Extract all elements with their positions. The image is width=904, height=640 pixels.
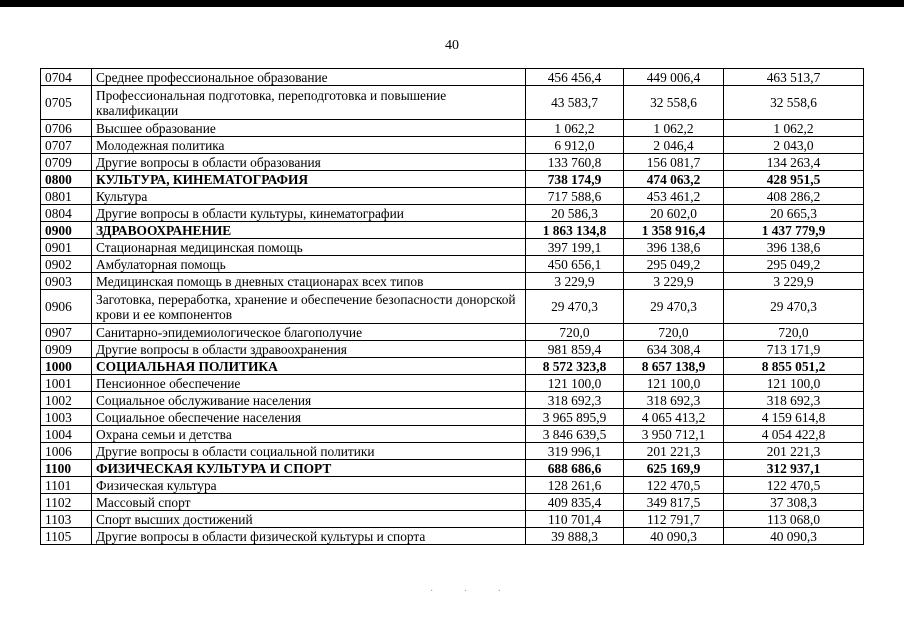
row-name-cell: Высшее образование bbox=[92, 120, 526, 137]
row-code-cell: 0902 bbox=[41, 256, 92, 273]
row-value-2-cell: 1 358 916,4 bbox=[624, 222, 724, 239]
row-value-3-cell: 295 049,2 bbox=[724, 256, 864, 273]
row-name-cell: Другие вопросы в области здравоохранения bbox=[92, 341, 526, 358]
table-row bbox=[41, 528, 864, 545]
row-value-1-cell: 688 686,6 bbox=[526, 460, 624, 477]
row-value-2-cell: 3 950 712,1 bbox=[624, 426, 724, 443]
row-value-1-cell: 450 656,1 bbox=[526, 256, 624, 273]
row-code-cell: 0706 bbox=[41, 120, 92, 137]
row-value-1-cell: 29 470,3 bbox=[526, 290, 624, 324]
row-code-cell: 1105 bbox=[41, 528, 92, 545]
row-code-cell: 1100 bbox=[41, 460, 92, 477]
row-code-cell: 0804 bbox=[41, 205, 92, 222]
row-value-1-cell: 3 229,9 bbox=[526, 273, 624, 290]
row-code-cell: 0906 bbox=[41, 290, 92, 324]
row-value-2-cell: 2 046,4 bbox=[624, 137, 724, 154]
row-code-cell: 0709 bbox=[41, 154, 92, 171]
row-name-cell: Среднее профессиональное образование bbox=[92, 69, 526, 86]
row-value-2-cell: 349 817,5 bbox=[624, 494, 724, 511]
row-name-cell: Другие вопросы в области социальной политики bbox=[92, 443, 526, 460]
row-name-cell: Медицинская помощь в дневных стационарах всех типов bbox=[92, 273, 526, 290]
row-value-2-cell: 29 470,3 bbox=[624, 290, 724, 324]
table-row bbox=[41, 273, 864, 290]
table-row bbox=[41, 375, 864, 392]
table-row bbox=[41, 256, 864, 273]
row-value-1-cell: 3 965 895,9 bbox=[526, 409, 624, 426]
row-value-3-cell: 720,0 bbox=[724, 324, 864, 341]
row-value-3-cell: 8 855 051,2 bbox=[724, 358, 864, 375]
row-value-3-cell: 4 159 614,8 bbox=[724, 409, 864, 426]
row-value-3-cell: 318 692,3 bbox=[724, 392, 864, 409]
row-name-cell: Заготовка, переработка, хранение и обеспечение безопасности донорской крови и ее компонентов bbox=[92, 290, 526, 324]
row-value-1-cell: 8 572 323,8 bbox=[526, 358, 624, 375]
row-name-cell: Охрана семьи и детства bbox=[92, 426, 526, 443]
row-value-1-cell: 6 912,0 bbox=[526, 137, 624, 154]
table-row bbox=[41, 324, 864, 341]
table-row bbox=[41, 392, 864, 409]
row-code-cell: 0903 bbox=[41, 273, 92, 290]
row-value-2-cell: 112 791,7 bbox=[624, 511, 724, 528]
table-row bbox=[41, 69, 864, 86]
row-name-cell: СОЦИАЛЬНАЯ ПОЛИТИКА bbox=[92, 358, 526, 375]
row-code-cell: 1003 bbox=[41, 409, 92, 426]
row-name-cell: КУЛЬТУРА, КИНЕМАТОГРАФИЯ bbox=[92, 171, 526, 188]
row-value-1-cell: 3 846 639,5 bbox=[526, 426, 624, 443]
row-value-2-cell: 474 063,2 bbox=[624, 171, 724, 188]
row-value-3-cell: 37 308,3 bbox=[724, 494, 864, 511]
row-value-2-cell: 3 229,9 bbox=[624, 273, 724, 290]
row-name-cell: Социальное обслуживание населения bbox=[92, 392, 526, 409]
budget-table bbox=[40, 68, 864, 545]
row-code-cell: 1006 bbox=[41, 443, 92, 460]
row-value-3-cell: 1 062,2 bbox=[724, 120, 864, 137]
row-value-3-cell: 20 665,3 bbox=[724, 205, 864, 222]
table-row bbox=[41, 426, 864, 443]
row-code-cell: 0705 bbox=[41, 86, 92, 120]
row-code-cell: 1101 bbox=[41, 477, 92, 494]
row-name-cell: Культура bbox=[92, 188, 526, 205]
row-value-1-cell: 128 261,6 bbox=[526, 477, 624, 494]
row-code-cell: 0704 bbox=[41, 69, 92, 86]
row-value-1-cell: 738 174,9 bbox=[526, 171, 624, 188]
row-code-cell: 1001 bbox=[41, 375, 92, 392]
section-row bbox=[41, 358, 864, 375]
row-value-1-cell: 43 583,7 bbox=[526, 86, 624, 120]
row-value-1-cell: 133 760,8 bbox=[526, 154, 624, 171]
row-name-cell: Спорт высших достижений bbox=[92, 511, 526, 528]
table-row bbox=[41, 341, 864, 358]
row-value-3-cell: 408 286,2 bbox=[724, 188, 864, 205]
row-name-cell: Массовый спорт bbox=[92, 494, 526, 511]
table-row bbox=[41, 511, 864, 528]
row-code-cell: 0901 bbox=[41, 239, 92, 256]
row-value-2-cell: 121 100,0 bbox=[624, 375, 724, 392]
row-value-3-cell: 201 221,3 bbox=[724, 443, 864, 460]
row-value-2-cell: 449 006,4 bbox=[624, 69, 724, 86]
row-value-1-cell: 121 100,0 bbox=[526, 375, 624, 392]
row-value-2-cell: 20 602,0 bbox=[624, 205, 724, 222]
row-value-1-cell: 318 692,3 bbox=[526, 392, 624, 409]
table-row bbox=[41, 86, 864, 120]
row-code-cell: 0707 bbox=[41, 137, 92, 154]
section-row bbox=[41, 460, 864, 477]
row-name-cell: ФИЗИЧЕСКАЯ КУЛЬТУРА И СПОРТ bbox=[92, 460, 526, 477]
row-value-2-cell: 1 062,2 bbox=[624, 120, 724, 137]
row-code-cell: 1102 bbox=[41, 494, 92, 511]
table-row bbox=[41, 290, 864, 324]
table-row bbox=[41, 239, 864, 256]
row-value-2-cell: 8 657 138,9 bbox=[624, 358, 724, 375]
row-code-cell: 0900 bbox=[41, 222, 92, 239]
row-code-cell: 0800 bbox=[41, 171, 92, 188]
row-value-1-cell: 397 199,1 bbox=[526, 239, 624, 256]
scan-top-border bbox=[0, 0, 904, 7]
row-value-2-cell: 625 169,9 bbox=[624, 460, 724, 477]
row-name-cell: ЗДРАВООХРАНЕНИЕ bbox=[92, 222, 526, 239]
row-value-2-cell: 122 470,5 bbox=[624, 477, 724, 494]
row-code-cell: 1002 bbox=[41, 392, 92, 409]
table-row bbox=[41, 188, 864, 205]
row-name-cell: Социальное обеспечение населения bbox=[92, 409, 526, 426]
row-value-3-cell: 29 470,3 bbox=[724, 290, 864, 324]
row-value-2-cell: 318 692,3 bbox=[624, 392, 724, 409]
table-row bbox=[41, 443, 864, 460]
row-code-cell: 0907 bbox=[41, 324, 92, 341]
table-row bbox=[41, 409, 864, 426]
row-name-cell: Другие вопросы в области физической культуры и спорта bbox=[92, 528, 526, 545]
row-value-1-cell: 981 859,4 bbox=[526, 341, 624, 358]
row-name-cell: Профессиональная подготовка, переподготовка и повышение квалификации bbox=[92, 86, 526, 120]
row-name-cell: Пенсионное обеспечение bbox=[92, 375, 526, 392]
row-value-1-cell: 1 062,2 bbox=[526, 120, 624, 137]
row-name-cell: Другие вопросы в области культуры, кинематографии bbox=[92, 205, 526, 222]
row-value-1-cell: 720,0 bbox=[526, 324, 624, 341]
row-value-3-cell: 396 138,6 bbox=[724, 239, 864, 256]
row-value-3-cell: 121 100,0 bbox=[724, 375, 864, 392]
row-value-1-cell: 1 863 134,8 bbox=[526, 222, 624, 239]
row-value-2-cell: 201 221,3 bbox=[624, 443, 724, 460]
row-value-3-cell: 312 937,1 bbox=[724, 460, 864, 477]
row-code-cell: 0909 bbox=[41, 341, 92, 358]
row-value-2-cell: 156 081,7 bbox=[624, 154, 724, 171]
row-value-2-cell: 40 090,3 bbox=[624, 528, 724, 545]
table-row bbox=[41, 137, 864, 154]
table-row bbox=[41, 477, 864, 494]
row-code-cell: 0801 bbox=[41, 188, 92, 205]
row-value-1-cell: 39 888,3 bbox=[526, 528, 624, 545]
row-name-cell: Санитарно-эпидемиологическое благополучие bbox=[92, 324, 526, 341]
row-value-3-cell: 713 171,9 bbox=[724, 341, 864, 358]
row-code-cell: 1103 bbox=[41, 511, 92, 528]
table-row bbox=[41, 120, 864, 137]
row-value-3-cell: 1 437 779,9 bbox=[724, 222, 864, 239]
section-row bbox=[41, 222, 864, 239]
table-row bbox=[41, 494, 864, 511]
row-value-3-cell: 134 263,4 bbox=[724, 154, 864, 171]
row-value-1-cell: 456 456,4 bbox=[526, 69, 624, 86]
row-name-cell: Физическая культура bbox=[92, 477, 526, 494]
row-value-1-cell: 717 588,6 bbox=[526, 188, 624, 205]
row-value-1-cell: 319 996,1 bbox=[526, 443, 624, 460]
page-number: 40 bbox=[445, 38, 459, 53]
row-value-2-cell: 396 138,6 bbox=[624, 239, 724, 256]
row-value-1-cell: 409 835,4 bbox=[526, 494, 624, 511]
row-value-3-cell: 113 068,0 bbox=[724, 511, 864, 528]
row-value-3-cell: 463 513,7 bbox=[724, 69, 864, 86]
row-value-3-cell: 3 229,9 bbox=[724, 273, 864, 290]
row-value-3-cell: 2 043,0 bbox=[724, 137, 864, 154]
row-value-3-cell: 4 054 422,8 bbox=[724, 426, 864, 443]
row-value-3-cell: 40 090,3 bbox=[724, 528, 864, 545]
row-value-1-cell: 20 586,3 bbox=[526, 205, 624, 222]
row-value-3-cell: 32 558,6 bbox=[724, 86, 864, 120]
table-row bbox=[41, 205, 864, 222]
budget-table-body bbox=[41, 69, 864, 545]
row-code-cell: 1004 bbox=[41, 426, 92, 443]
row-code-cell: 1000 bbox=[41, 358, 92, 375]
row-value-2-cell: 4 065 413,2 bbox=[624, 409, 724, 426]
row-name-cell: Стационарная медицинская помощь bbox=[92, 239, 526, 256]
row-name-cell: Амбулаторная помощь bbox=[92, 256, 526, 273]
row-value-2-cell: 295 049,2 bbox=[624, 256, 724, 273]
row-value-3-cell: 428 951,5 bbox=[724, 171, 864, 188]
row-value-2-cell: 453 461,2 bbox=[624, 188, 724, 205]
row-name-cell: Молодежная политика bbox=[92, 137, 526, 154]
row-value-2-cell: 634 308,4 bbox=[624, 341, 724, 358]
scan-specks: · · · bbox=[430, 586, 515, 597]
row-value-3-cell: 122 470,5 bbox=[724, 477, 864, 494]
row-value-2-cell: 720,0 bbox=[624, 324, 724, 341]
row-value-2-cell: 32 558,6 bbox=[624, 86, 724, 120]
row-value-1-cell: 110 701,4 bbox=[526, 511, 624, 528]
row-name-cell: Другие вопросы в области образования bbox=[92, 154, 526, 171]
table-row bbox=[41, 154, 864, 171]
section-row bbox=[41, 171, 864, 188]
